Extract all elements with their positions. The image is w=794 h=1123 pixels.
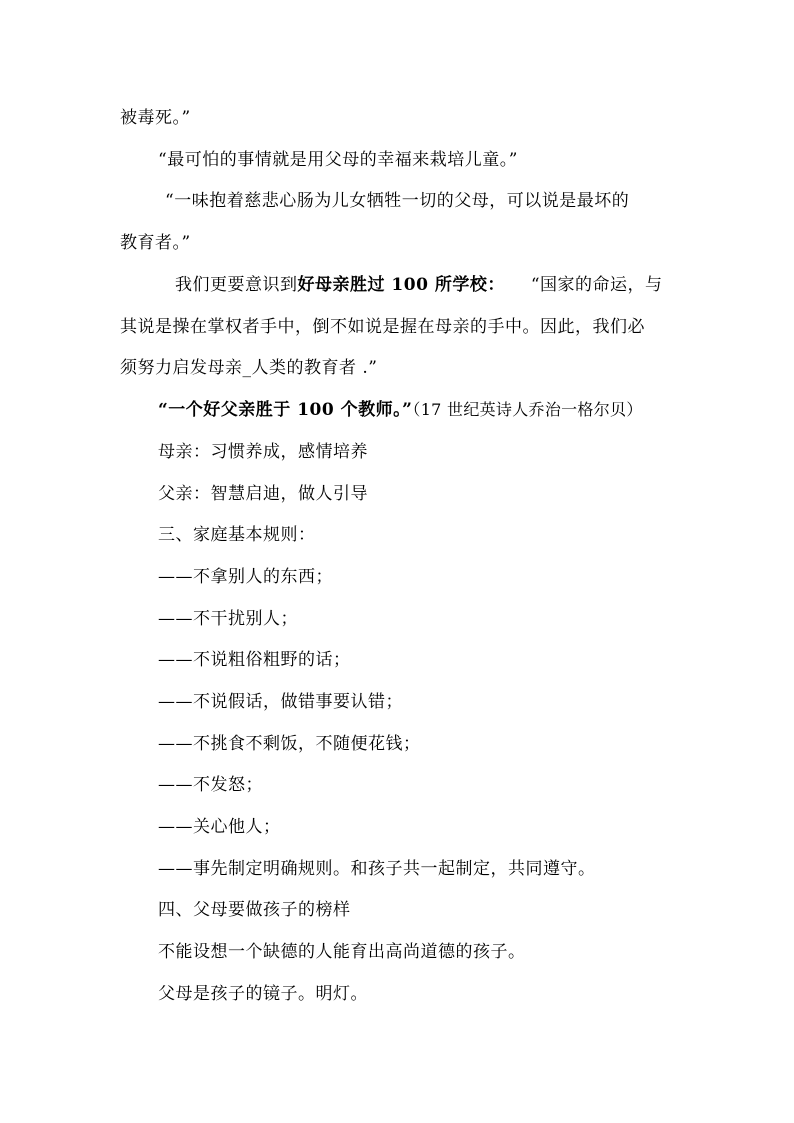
paragraph-text: 我们更要意识到 (175, 275, 298, 295)
paragraph-line: 其说是操在掌权者手中，倒不如说是握在母亲的手中。因此，我们必 (120, 317, 645, 337)
section-heading: 三、家庭基本规则： (158, 525, 316, 545)
quote-line: 教育者。” (120, 233, 191, 253)
paragraph-line: 父母是孩子的镜子。明灯。 (158, 984, 368, 1004)
quote-line (158, 398, 643, 422)
section-heading: 四、父母要做孩子的榜样 (158, 900, 351, 920)
mother-line: 母亲：习惯养成，感情培养 (158, 442, 368, 462)
rule-item: ——不发怒； (158, 775, 263, 795)
rule-item: ——不说粗俗粗野的话； (158, 650, 351, 670)
paragraph-line (175, 273, 663, 297)
rule-item: ——事先制定明确规则。和孩子共一起制定，共同遵守。 (158, 859, 596, 879)
quote-source: （17 世纪英诗人乔治一格尔贝） (412, 400, 643, 419)
paragraph-line: 须努力启发母亲_人类的教育者 .” (120, 358, 378, 378)
rule-item: ——不干扰别人； (158, 609, 298, 629)
rule-item: ——不挑食不剩饭，不随便花钱； (158, 734, 421, 754)
rule-item: ——关心他人； (158, 817, 281, 837)
bold-quote: “一个好父亲胜于 100 个教师。” (158, 400, 413, 420)
quote-text: “国家的命运，与 (530, 275, 663, 295)
rule-item: ——不说假话，做错事要认错； (158, 692, 403, 712)
quote-line: “最可怕的事情就是用父母的幸福来栽培儿童。” (158, 150, 518, 170)
paragraph-line: 被毒死。” (120, 108, 191, 128)
rule-item: ——不拿别人的东西； (158, 567, 333, 587)
paragraph-line: 不能设想一个缺德的人能育出高尚道德的孩子。 (158, 942, 526, 962)
quote-line: “一味抱着慈悲心肠为儿女牺牲一切的父母，可以说是最坏的 (165, 191, 630, 211)
father-line: 父亲：智慧启迪，做人引导 (158, 484, 368, 504)
bold-emphasis: 好母亲胜过 100 所学校： (297, 275, 505, 295)
